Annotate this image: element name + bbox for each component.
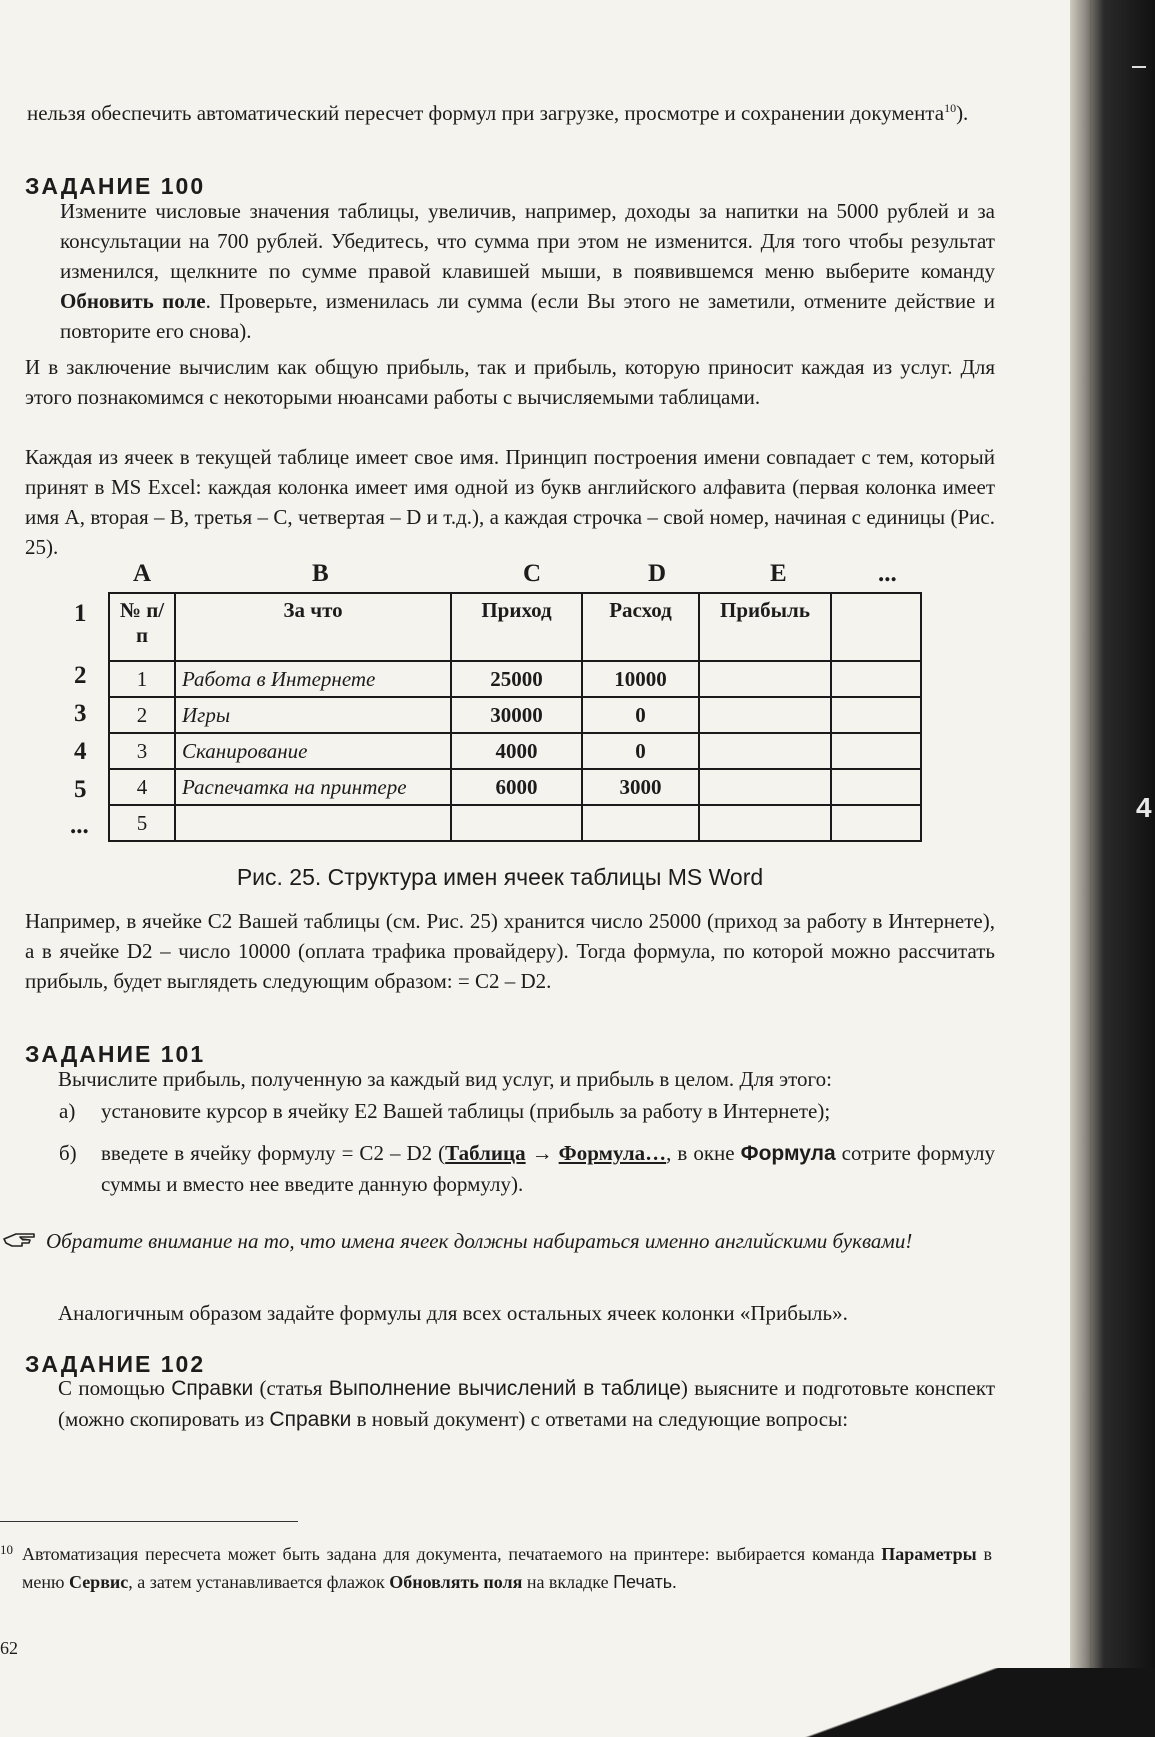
table-cell	[699, 733, 831, 769]
gutter-line	[1090, 0, 1092, 1737]
table-header-cell: Расход	[582, 593, 699, 661]
table-row	[109, 733, 921, 769]
table-cell	[175, 805, 451, 841]
list-marker: б)	[59, 1141, 77, 1165]
table-cell: 3	[109, 733, 175, 769]
table-cell: 0	[582, 733, 699, 769]
column-letter: A	[133, 560, 152, 587]
table-cell: 25000	[451, 661, 582, 697]
page-curl-shadow	[760, 1668, 1155, 1737]
table-cell	[831, 697, 921, 733]
paragraph-example: Например, в ячейке C2 Вашей таблицы (см. Рис. 25) хранится число 25000 (приход за работу в Интернете), а в ячейке D2 – число 10000 (оплата трафика провайдеру). Тогда формула, по которой можно рассчитать прибыль, будет выглядеть следующим образом: = C2 – D2.	[25, 909, 995, 993]
table-header-cell	[831, 593, 921, 661]
list-item-a: а) установите курсор в ячейку E2 Вашей таблицы (прибыль за работу в Интернете);	[101, 1096, 995, 1126]
table-cell	[831, 805, 921, 841]
column-letter: C	[523, 560, 542, 587]
table-cell	[831, 769, 921, 805]
note-english-letters: Обратите внимание на то, что имена ячеек должны набираться именно английскими буквами!	[46, 1229, 913, 1253]
paragraph-profit: И в заключение вычислим как общую прибыль, так и прибыль, которую приносит каждая из услуг. Для этого познакомимся с некоторыми нюансами работы с вычисляемыми таблицами.	[25, 355, 995, 409]
table-cell: Распечатка на принтере	[175, 769, 451, 805]
row-number: 4	[74, 738, 87, 765]
footnote: 10 Автоматизация пересчета может быть задана для документа, печатаемого на принтере: выбирается команда Параметры в меню Сервис, а затем устанавливается флажок Обновлять поля на вкладке Печать.	[22, 1540, 992, 1596]
help-term: Справки	[269, 1408, 352, 1431]
task-101-outro: Аналогичным образом задайте формулы для всех остальных ячеек колонки «Прибыль».	[58, 1301, 848, 1325]
table-header-row	[109, 593, 921, 661]
row-number: 3	[74, 700, 87, 727]
table-header-cell: Приход	[451, 593, 582, 661]
cell-name-table	[108, 592, 922, 842]
task-101-heading: ЗАДАНИЕ 101	[25, 1041, 206, 1067]
figure-caption: Рис. 25. Структура имен ячеек таблицы MS Word	[236, 864, 764, 890]
table-cell: 1	[109, 661, 175, 697]
column-letter: ...	[878, 560, 897, 587]
column-letter: E	[770, 560, 787, 587]
table-row	[109, 805, 921, 841]
table-cell	[831, 661, 921, 697]
table-cell: Работа в Интернете	[175, 661, 451, 697]
task-100-text: Измените числовые значения таблицы, увеличив, например, доходы за напитки на 5000 рублей и за консультации на 700 рублей. Убедитесь, что сумма при этом не изменится. Для того чтобы результат изменился, щелкните по сумме правой клавишей мыши, в появившемся меню выберите команду Обновить поле. Проверьте, изменилась ли сумма (если Вы этого не заметили, отмените действие и повторите его снова).	[60, 199, 995, 343]
table-cell: 4000	[451, 733, 582, 769]
table-row	[109, 661, 921, 697]
menu-table: Таблица	[445, 1141, 526, 1165]
list-item-b: б) введете в ячейку формулу = C2 – D2 (Таблица → Формула…, в окне Формула сотрите формулу суммы и вместо нее введите данную формулу).	[101, 1138, 995, 1199]
table-cell: Игры	[175, 697, 451, 733]
list-marker: а)	[59, 1099, 76, 1123]
table-header-cell: № п/п	[109, 593, 175, 661]
help-term: Справки	[171, 1377, 254, 1400]
table-cell: 0	[582, 697, 699, 733]
table-cell	[699, 697, 831, 733]
task-102-heading: ЗАДАНИЕ 102	[25, 1351, 206, 1377]
table-cell	[699, 769, 831, 805]
table-row	[109, 769, 921, 805]
gutter-mark: 4	[1136, 792, 1152, 823]
table-row	[109, 697, 921, 733]
row-number: 5	[74, 776, 87, 803]
table-header-cell: Прибыль	[699, 593, 831, 661]
task-102-text: С помощью Справки (статья Выполнение вычислений в таблице) выясните и подготовьте конспект (можно скопировать из Справки в новый документ) с ответами на следующие вопросы:	[58, 1376, 995, 1431]
table-cell	[451, 805, 582, 841]
table-cell	[582, 805, 699, 841]
table-cell: 6000	[451, 769, 582, 805]
table-cell: 30000	[451, 697, 582, 733]
help-article: Выполнение вычислений в таблице	[328, 1377, 681, 1400]
row-number: ...	[70, 812, 89, 839]
table-cell: 2	[109, 697, 175, 733]
table-cell: 10000	[582, 661, 699, 697]
footnote-mark: 10	[0, 1542, 13, 1557]
book-gutter	[1070, 0, 1155, 1737]
menu-formula: Формула…	[558, 1141, 667, 1165]
page-number: 62	[0, 1638, 18, 1658]
table-header-cell: За что	[175, 593, 451, 661]
row-number: 1	[74, 600, 87, 627]
table-cell: 3000	[582, 769, 699, 805]
table-cell	[831, 733, 921, 769]
paragraph-cell-names: Каждая из ячеек в текущей таблице имеет свое имя. Принцип построения имени совпадает с тем, который принят в MS Excel: каждая колонка имеет имя одной из букв английского алфавита (первая колонка имеет имя A, вторая – B, третья – C, четвертая – D и т.д.), а каждая строчка – свой номер, начиная с единицы (Рис. 25).	[25, 445, 995, 559]
gutter-dash	[1132, 66, 1146, 68]
task-101-intro: Вычислите прибыль, полученную за каждый вид услуг, и прибыль в целом. Для этого:	[58, 1067, 832, 1091]
column-letter: B	[312, 560, 329, 587]
command-update-field: Обновить поле	[60, 289, 206, 313]
table-cell	[699, 661, 831, 697]
table-cell: 5	[109, 805, 175, 841]
table-cell: Сканирование	[175, 733, 451, 769]
table-cell	[699, 805, 831, 841]
table-cell: 4	[109, 769, 175, 805]
task-100-heading: ЗАДАНИЕ 100	[25, 173, 206, 199]
row-number: 2	[74, 662, 87, 689]
paragraph-intro-end: нельзя обеспечить автоматический пересчет формул при загрузке, просмотре и сохранении документа$^{10}$).	[27, 101, 969, 125]
window-formula: Формула	[740, 1142, 836, 1165]
footnote-ref: 10	[944, 101, 957, 115]
pointing-hand-icon	[2, 1228, 38, 1250]
footnote-divider	[0, 1521, 298, 1522]
column-letter: D	[648, 560, 667, 587]
